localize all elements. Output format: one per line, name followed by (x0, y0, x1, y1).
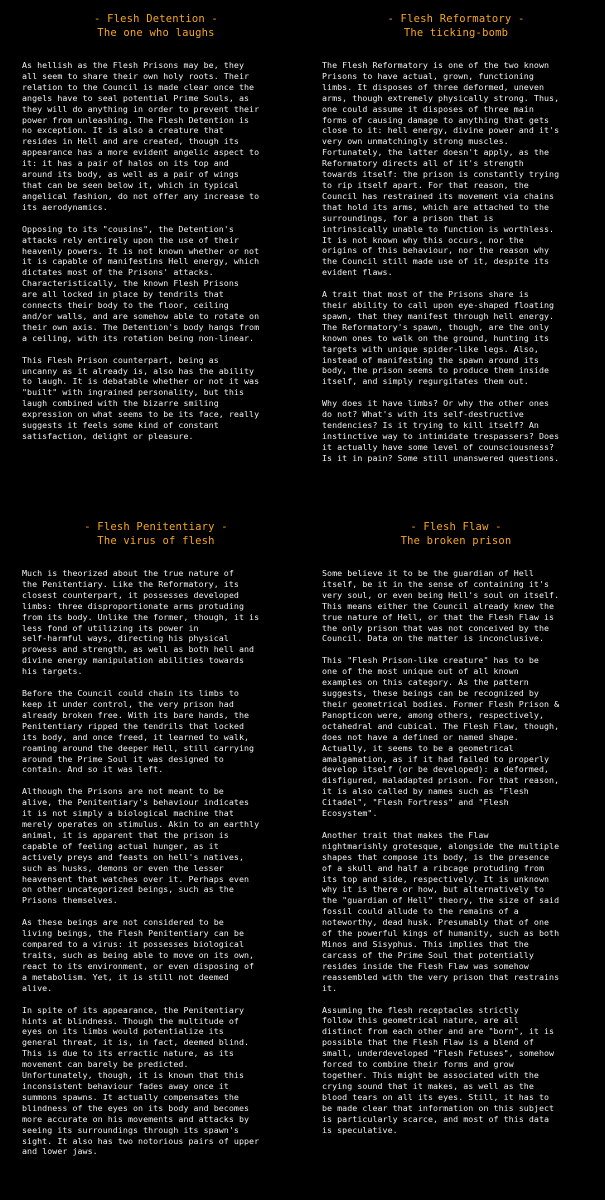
paragraph: Much is theorized about the true nature of the Penitentiary. Like the Reformatory, its closest counterpart, it possesses developed limbs: three disproportionate arms protuding from its body. Unlike the former, though, it is less fond of utilizing its power in self-harmful ways, directing his physical prowess and strength, as well as both hell and divine energy manipulation abilities towards his targets. (22, 568, 260, 677)
section-title: - Flesh Reformatory - (387, 13, 525, 25)
section-subtitle: The ticking-bomb (403, 27, 509, 39)
paragraph: A trait that most of the Prisons share is their ability to call upon eye-shaped floating spawn, that they manifest through hell energy. The Reformatory's spawn, though, are the only known ones to walk on the ground, hunting its targets with unique spider-like legs. Also, instead of manifesting the spawn around its body, the prison seems to produce them inside itself, and simply regurgitates them out. (322, 289, 555, 387)
paragraph: Some believe it to be the guardian of Hell itself, be it in the sense of containing it's very soul, or even being Hell's soul on itself. This means either the Council already knew the true nature of Hell, or that the Flesh Flaw is the only prison that was not conceived by the Council. Data on the matter is inconclusive. (322, 568, 560, 644)
section-subtitle: The broken prison (400, 535, 512, 547)
section-heading (22, 12, 290, 40)
paragraph: The Flesh Reformatory is one of the two known Prisons to have actual, grown, functioning limbs. It disposes of three deformed, uneven arms, though extremely physically strong. Thus, one could assume it disposes of three main forms of causing damage to anything that gets close to it: hell energy, divine power and it's very own unmatchingly strong muscles. Fortunately, the latter doesn't apply, as the Reformatory directs all of it's strength towards itself: the prison is constantly trying to rip itself apart. For that reason, the Council has restrained its movement via chains that hold its arms, which are attached to the surroundings, for a prison that is intrinsically unable to function is worthless. It is not known why this occurs, nor the origins of this behaviour, nor the reason why the Council still made use of it, despite its evident flaws. (322, 60, 560, 278)
paragraph: Another trait that makes the Flaw nightmarishly grotesque, alongside the multiple shapes that compose its body, is the presence of a skull and half a ribcage protuding from its top and side, respectively. It is unknown why it is there or how, but alternatively to the "guardian of Hell" theory, the size of said fossil could allude to the remains of a noteworthy, dead husk. Presumably that of one of the powerful kings of humanity, such as both Minos and Sisyphus. This implies that the carcass of the Prime Soul that potentially resides inside the Flesh Flaw was somehow reassembled with the very prison that restrains it. (322, 829, 560, 993)
paragraph: Before the Council could chain its limbs to keep it under control, the very prison had already broken free. With its bare hands, the Penitentiary ripped the tendrils that locked its body, and once freed, it learned to walk, roaming around the deeper Hell, still carrying around the Prime Soul it was designed to contain. And so it was left. (22, 688, 255, 775)
section-subtitle: The virus of flesh (97, 535, 215, 547)
paragraph: Opposing to its "cousins", the Detention's attacks rely entirely upon the use of their heavenly powers. It is not known whether or not it is capable of manifestins Hell energy, which dictates most of the Prisons' attacks. Characteristically, the known Flesh Prisons are all locked in place by tendrils that connects their body to the floor, ceiling and/or walls, and are somehow able to rotate on their own axis. The Detention's body hangs from a ceiling, with its rotation being non-linear. (22, 223, 260, 343)
section-title: - Flesh Penitentiary - (84, 521, 228, 533)
section-heading (22, 520, 290, 548)
section-flesh-detention (22, 12, 290, 453)
paragraph: In spite of its appearance, the Penitentiary hints at blindness. Though the multitude of eyes on its limbs would potentialize its general threat, it is, in fact, deemed blind. This is due to its erractic nature, as its movement can barely be predicted. Unfortunately, though, it is known that this inconsistent behaviour fades away once it summons spawns. It actually compensates the blindness of the eyes on its body and becomes more accurate on his movements and attacks by seeing its surroundings through its spawn's sight. It also has two notorious pairs of upper and lower jaws. (22, 1004, 260, 1157)
paragraph: As hellish as the Flesh Prisons may be, they all seem to share their own holy roots. Their relation to the Council is made clear once the angels have to seal potential Prime Souls, as they will do anything in order to prevent their power from unleashing. The Flesh Detention is no exception. It is also a creature that resides in Hell and are created, though its appearance has a more evident angelic aspect to it: it has a pair of halos on its top and around its body, as well as a pair of wings that can be seen below it, which in typical angelical fashion, do not offer any increase to its aerodynamics. (22, 60, 260, 212)
section-title: - Flesh Flaw - (410, 521, 502, 533)
paragraph: Although the Prisons are not meant to be alive, the Penitentiary's behaviour indicates it is not simply a biological machine that merely operates on stimulus. Akin to an earthly animal, it is apparent that the prison is capable of feeling actual hunger, as it actively preys and feasts on hell's natives, such as husks, demons or even the lesser heavensent that watches over it. Perhaps even on other uncategorized beings, such as the Prisons themselves. (22, 786, 260, 906)
paragraph: This "Flesh Prison-like creature" has to be one of the most unique out of all known examples on this category. As the pattern suggests, these beings can be recognized by their geometrical bodies. Former Flesh Prison & Panopticon were, among others, respectively, octahedral and cubical. The Flesh Flaw, though, does not have a defined or named shape. Actually, it seems to be a geometrical amalgamation, as if it had failed to properly develop itself (or be developed): a deformed, disfigured, maladapted prison. For that reason, it is also called by names such as "Flesh Citadel", "Flesh Fortress" and "Flesh Ecosystem". (322, 655, 560, 819)
section-flesh-reformatory (322, 12, 590, 475)
section-flesh-penitentiary (22, 520, 290, 1168)
paragraph: Why does it have limbs? Or why the other ones do not? What's with its self-destructive tendencies? Is it trying to kill itself? An instinctive way to intimidate trespassers? Does it actually have some level of counsciousness? Is it in pain? Some still unanswered questions. (322, 398, 560, 463)
section-subtitle: The one who laughs (97, 27, 215, 39)
section-heading (322, 12, 590, 40)
paragraph: Assuming the flesh receptacles strictly follow this geometrical nature, are all distinct from each other and are "born", it is possible that the Flesh Flaw is a blend of small, underdeveloped "Flesh Fetuses", somehow forced to combine their forms and grow together. This might be associated with the crying sound that it makes, as well as the blood tears on all its eyes. Still, it has to be made clear that information on this subject is particularly scarce, and most of this data is speculative. (322, 1004, 555, 1135)
paragraph: This Flesh Prison counterpart, being as uncanny as it already is, also has the ability to laugh. It is debatable whether or not it was "built" with ingrained personality, but this laugh combined with the bizarre smiling expression on what seems to be its face, really suggests it feels some kind of constant satisfaction, delight or pleasure. (22, 354, 260, 441)
section-heading (322, 520, 590, 548)
section-title: - Flesh Detention - (94, 13, 218, 25)
paragraph: As these beings are not considered to be living beings, the Flesh Penitentiary can be compared to a virus: it possesses biological traits, such as being able to move on its own, react to its environment, or even disposing of a metabolism. Yet, it is still not deemed alive. (22, 917, 255, 993)
section-flesh-flaw (322, 520, 590, 1146)
